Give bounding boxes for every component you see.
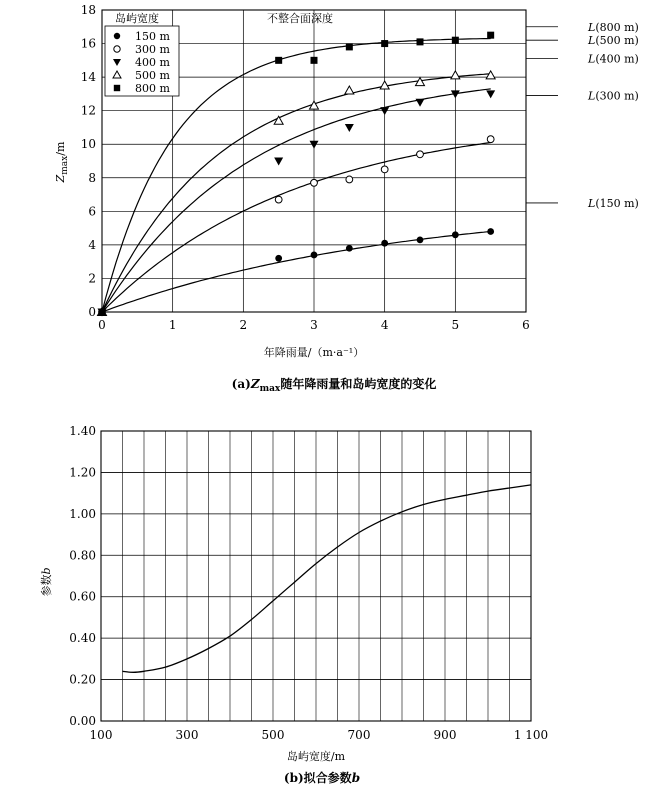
fit-curve-0	[102, 232, 491, 313]
width-line-label-var: L	[588, 52, 596, 66]
ytick-label-b: 1.00	[69, 506, 96, 521]
data-point-open-triangle-up	[345, 86, 354, 94]
ytick-label-b: 0.20	[69, 672, 96, 687]
caption-b-rest: 拟合参数	[303, 771, 352, 785]
xtick-label-a: 5	[451, 318, 460, 332]
chart-b	[39, 424, 548, 785]
width-line-label-var: L	[588, 34, 596, 48]
yaxis-title-var: Z	[54, 174, 67, 183]
ytick-label-b: 0.60	[69, 589, 96, 604]
legend-label: 800 m	[135, 82, 170, 95]
data-point-filled-circle	[381, 240, 388, 247]
curve-b	[123, 485, 532, 672]
xtick-label-b: 1 100	[513, 728, 549, 742]
ytick-label-a: 12	[80, 103, 96, 118]
fit-curve-3	[102, 74, 491, 312]
caption-a	[232, 376, 437, 394]
data-point-filled-triangle-down	[345, 124, 354, 132]
data-point-open-circle	[346, 176, 353, 183]
data-point-filled-triangle-down	[486, 90, 495, 98]
data-point-filled-circle	[487, 228, 494, 235]
caption-b	[284, 770, 360, 785]
ytick-label-a: 0	[88, 305, 96, 319]
chart-a	[54, 3, 639, 394]
width-line-label-rest: (400 m)	[595, 52, 639, 66]
data-point-filled-circle	[452, 231, 459, 238]
ytick-label-a: 2	[88, 271, 96, 286]
ytick-label-a: 8	[88, 170, 96, 185]
ytick-label-b: 0.00	[69, 714, 96, 728]
width-line-label	[587, 21, 639, 34]
legend-label: 400 m	[135, 56, 170, 69]
ytick-label-a: 10	[80, 137, 96, 152]
caption-b-prefix: (b)	[283, 771, 304, 785]
xtick-label-a: 0	[98, 318, 106, 332]
data-point-filled-circle	[275, 255, 282, 262]
xtick-label-b: 700	[347, 728, 371, 742]
width-line-label	[587, 197, 639, 210]
data-point-filled-triangle-down	[416, 99, 425, 107]
width-line-label-var: L	[588, 196, 596, 210]
data-point-filled-square	[417, 38, 424, 45]
data-point-filled-circle	[346, 245, 353, 252]
ytick-label-a: 6	[88, 204, 96, 219]
data-point-filled-square	[487, 32, 494, 39]
legend-label: 500 m	[135, 69, 170, 82]
width-line-label-var: L	[588, 20, 596, 34]
legend-a	[105, 26, 179, 96]
caption-a-var: Z	[250, 377, 260, 391]
xtick-label-a: 6	[522, 318, 530, 332]
data-point-open-triangle-up	[274, 116, 283, 124]
yaxis-title-sub: max	[60, 155, 70, 175]
width-line-label	[587, 90, 639, 103]
ytick-label-b: 1.20	[69, 465, 96, 480]
data-point-open-triangle-up	[486, 71, 495, 79]
ytick-label-a: 16	[80, 36, 96, 51]
caption-a-prefix: (a)	[231, 377, 251, 391]
data-point-open-triangle-up	[380, 81, 389, 89]
data-point-filled-square	[381, 40, 388, 47]
width-line-label	[587, 34, 639, 47]
width-line-label-rest: (800 m)	[595, 20, 639, 34]
xtick-label-b: 900	[433, 728, 457, 742]
width-line-label-rest: (300 m)	[595, 89, 639, 103]
data-point-filled-square	[275, 57, 282, 64]
xtick-label-a: 3	[310, 318, 318, 332]
data-point-filled-circle	[311, 252, 318, 259]
data-point-filled-square	[452, 37, 459, 44]
ytick-label-b: 0.40	[69, 631, 96, 646]
xtick-label-b: 100	[89, 728, 113, 742]
ytick-label-b: 1.40	[69, 424, 96, 438]
xaxis-title-a: 年降雨量/（m·a⁻¹）	[263, 346, 365, 359]
data-point-filled-triangle-down	[380, 107, 389, 115]
caption-a-rest: 随年降雨量和岛屿宽度的变化	[280, 377, 437, 391]
ytick-label-b: 0.80	[69, 548, 96, 563]
yaxis-title-unit: /m	[54, 141, 67, 156]
width-line-label-rest: (500 m)	[595, 34, 639, 48]
yaxis-title-b	[39, 567, 53, 596]
caption-a-sub: max	[259, 384, 281, 394]
data-point-filled-square	[346, 43, 353, 50]
header-unconformity-depth: 不整合面深度	[267, 12, 333, 25]
data-point-filled-circle	[417, 236, 424, 243]
data-point-filled-triangle-down	[274, 158, 283, 166]
data-point-filled-square	[311, 57, 318, 64]
xaxis-title-b: 岛屿宽度/m	[286, 750, 346, 763]
data-point-open-circle	[311, 179, 318, 186]
ytick-label-a: 14	[80, 70, 96, 85]
legend-label: 300 m	[135, 43, 170, 56]
width-line-label	[587, 53, 639, 66]
legend-marker	[114, 33, 120, 39]
header-island-width: 岛屿宽度	[115, 12, 159, 25]
xtick-label-a: 2	[239, 318, 248, 332]
legend-marker	[114, 85, 120, 91]
data-point-filled-triangle-down	[310, 141, 319, 149]
ytick-label-a: 4	[88, 237, 96, 252]
data-point-open-circle	[487, 136, 494, 143]
origin-point	[99, 309, 106, 316]
xtick-label-b: 300	[175, 728, 199, 742]
data-point-open-circle	[417, 151, 424, 158]
xtick-label-a: 1	[168, 318, 177, 332]
width-line-label-rest: (150 m)	[595, 196, 639, 210]
fit-curve-1	[102, 143, 491, 313]
caption-b-var: b	[351, 771, 361, 785]
yaxis-title-a	[54, 141, 70, 183]
data-point-open-triangle-up	[451, 71, 460, 79]
yaxis-title-b-text: 参数	[40, 574, 53, 597]
xtick-label-a: 4	[380, 318, 389, 332]
legend-label: 150 m	[135, 30, 170, 43]
data-point-open-circle	[275, 196, 282, 203]
width-line-label-var: L	[588, 89, 596, 103]
data-point-open-circle	[381, 166, 388, 173]
ytick-label-a: 18	[80, 3, 96, 17]
xtick-label-b: 500	[261, 728, 285, 742]
yaxis-title-b-var: b	[40, 567, 53, 575]
legend-marker	[114, 46, 120, 52]
